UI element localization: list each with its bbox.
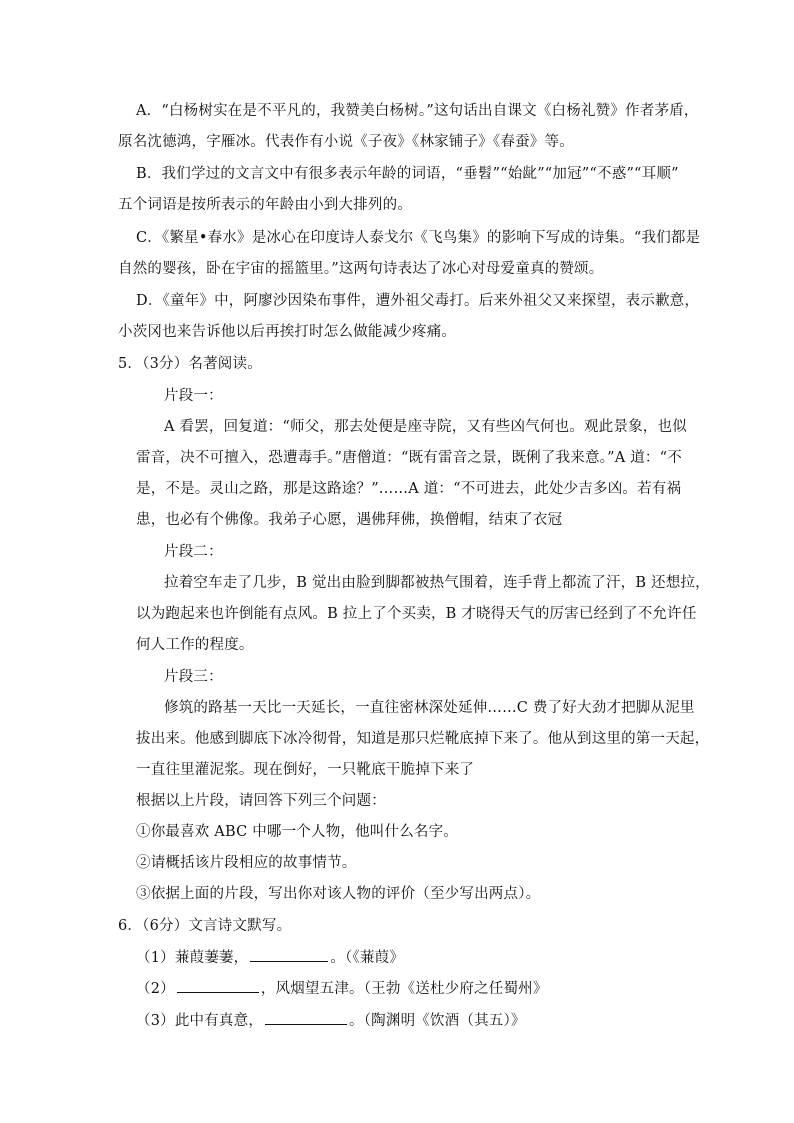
- option-c-line1: C．《繁星•春水》是冰心在印度诗人泰戈尔《飞鸟集》的影响下写成的诗集。“我们都是: [136, 230, 701, 246]
- answer-blank[interactable]: [177, 978, 259, 993]
- segment-1-line: 是，不是。灵山之路，那是这路途？”……A 道：“不可进去，此处少吉多凶。若有祸: [136, 481, 682, 497]
- option-a-line2: 原名沈德鸿，字雁冰。代表作有小说《子夜》《林家铺子》《春蚕》等。: [118, 134, 574, 150]
- recitation-item-2: [136, 978, 548, 998]
- segment-2-line: 何人工作的程度。: [136, 637, 254, 653]
- option-d-line2: 小茨冈也来告诉他以后再挨打时怎么做能减少疼痛。: [118, 324, 457, 340]
- recitation-item-1-suffix: 。（《蒹葭》: [330, 950, 405, 966]
- option-b-line2: 五个词语是按所表示的年龄由小到大排列的。: [118, 197, 412, 213]
- option-a-line1: A．“白杨树实在是不平凡的，我赞美白杨树。”这句话出自课文《白杨礼赞》作者茅盾，: [136, 103, 699, 119]
- recitation-item-2-prefix: （2）: [136, 981, 175, 997]
- segment-1-line: A 看罢，回复道：“师父，那去处便是座寺院，又有些凶气何也。观此景象，也似: [164, 419, 687, 435]
- recitation-item-3-prefix: （3）此中有真意，: [136, 1013, 264, 1029]
- option-d-line1: D．《童年》中，阿廖沙因染布事件，遭外祖父毒打。后来外祖父又来探望，表示歉意，: [136, 293, 700, 309]
- recitation-item-3: [136, 1010, 526, 1030]
- segment-1-line: 雷音，决不可擅入，恐遭毒手。”唐僧道：“既有雷音之景，既俐了我来意。”A 道：“不: [136, 450, 682, 466]
- segment-2-line: 以为跑起来也许倒能有点风。B 拉上了个买卖，B 才晓得天气的厉害已经到了不允许任: [136, 606, 697, 622]
- answer-blank[interactable]: [265, 1010, 347, 1025]
- sub-question-2: ②请概括该片段相应的故事情节。: [136, 855, 357, 871]
- answer-blank[interactable]: [250, 947, 328, 962]
- recitation-item-1: [136, 947, 404, 967]
- sub-question-1: ①你最喜欢 ABC 中哪一个人物，他叫什么名字。: [136, 824, 459, 840]
- option-c-line2: 自然的婴孩，卧在宇宙的摇篮里。”这两句诗表达了冰心对母爱童真的赞颂。: [118, 261, 604, 277]
- segment-3-line: 拔出来。他感到脚底下冰冷彻骨，知道是那只烂靴底掉下来了。他从到这里的第一天起，: [136, 731, 710, 747]
- sub-question-3: ③依据上面的片段，写出你对该人物的评价（至少写出两点）。: [136, 886, 541, 902]
- question-5-prompt: 根据以上片段，请回答下列三个问题：: [136, 793, 386, 809]
- question-5-title: 5．（3分）名著阅读。: [118, 356, 262, 372]
- option-b-line1: B．我们学过的文言文中有很多表示年龄的词语，“垂髫”“始龀”“加冠”“不惑”“耳顺”: [136, 166, 679, 182]
- segment-2-line: 拉着空车走了几步，B 觉出由脸到脚都被热气围着，连手背上都流了汗，B 还想拉，: [164, 575, 710, 591]
- recitation-item-2-suffix: ，风烟望五津。（王勃《送杜少府之任蜀州》: [260, 981, 548, 997]
- segment-3-line: 一直往里灌泥浆。现在倒好，一只靴底干脆掉下来了: [136, 762, 475, 778]
- recitation-item-1-prefix: （1）蒹葭萋萋，: [136, 950, 249, 966]
- segment-3-line: 修筑的路基一天比一天延长，一直往密林深处延伸……C 费了好大劲才把脚从泥里: [164, 700, 695, 716]
- segment-3-label: 片段三：: [164, 669, 223, 685]
- question-6-title: 6．（6分）文言诗文默写。: [118, 918, 292, 934]
- segment-2-label: 片段二：: [164, 544, 223, 560]
- segment-1-label: 片段一：: [164, 388, 223, 404]
- recitation-item-3-suffix: 。（陶渊明《饮酒（其五）》: [349, 1013, 526, 1029]
- segment-1-line: 患，也必有个佛像。我弟子心愿，遇佛拜佛，换僧帽，结束了衣冠: [136, 512, 563, 528]
